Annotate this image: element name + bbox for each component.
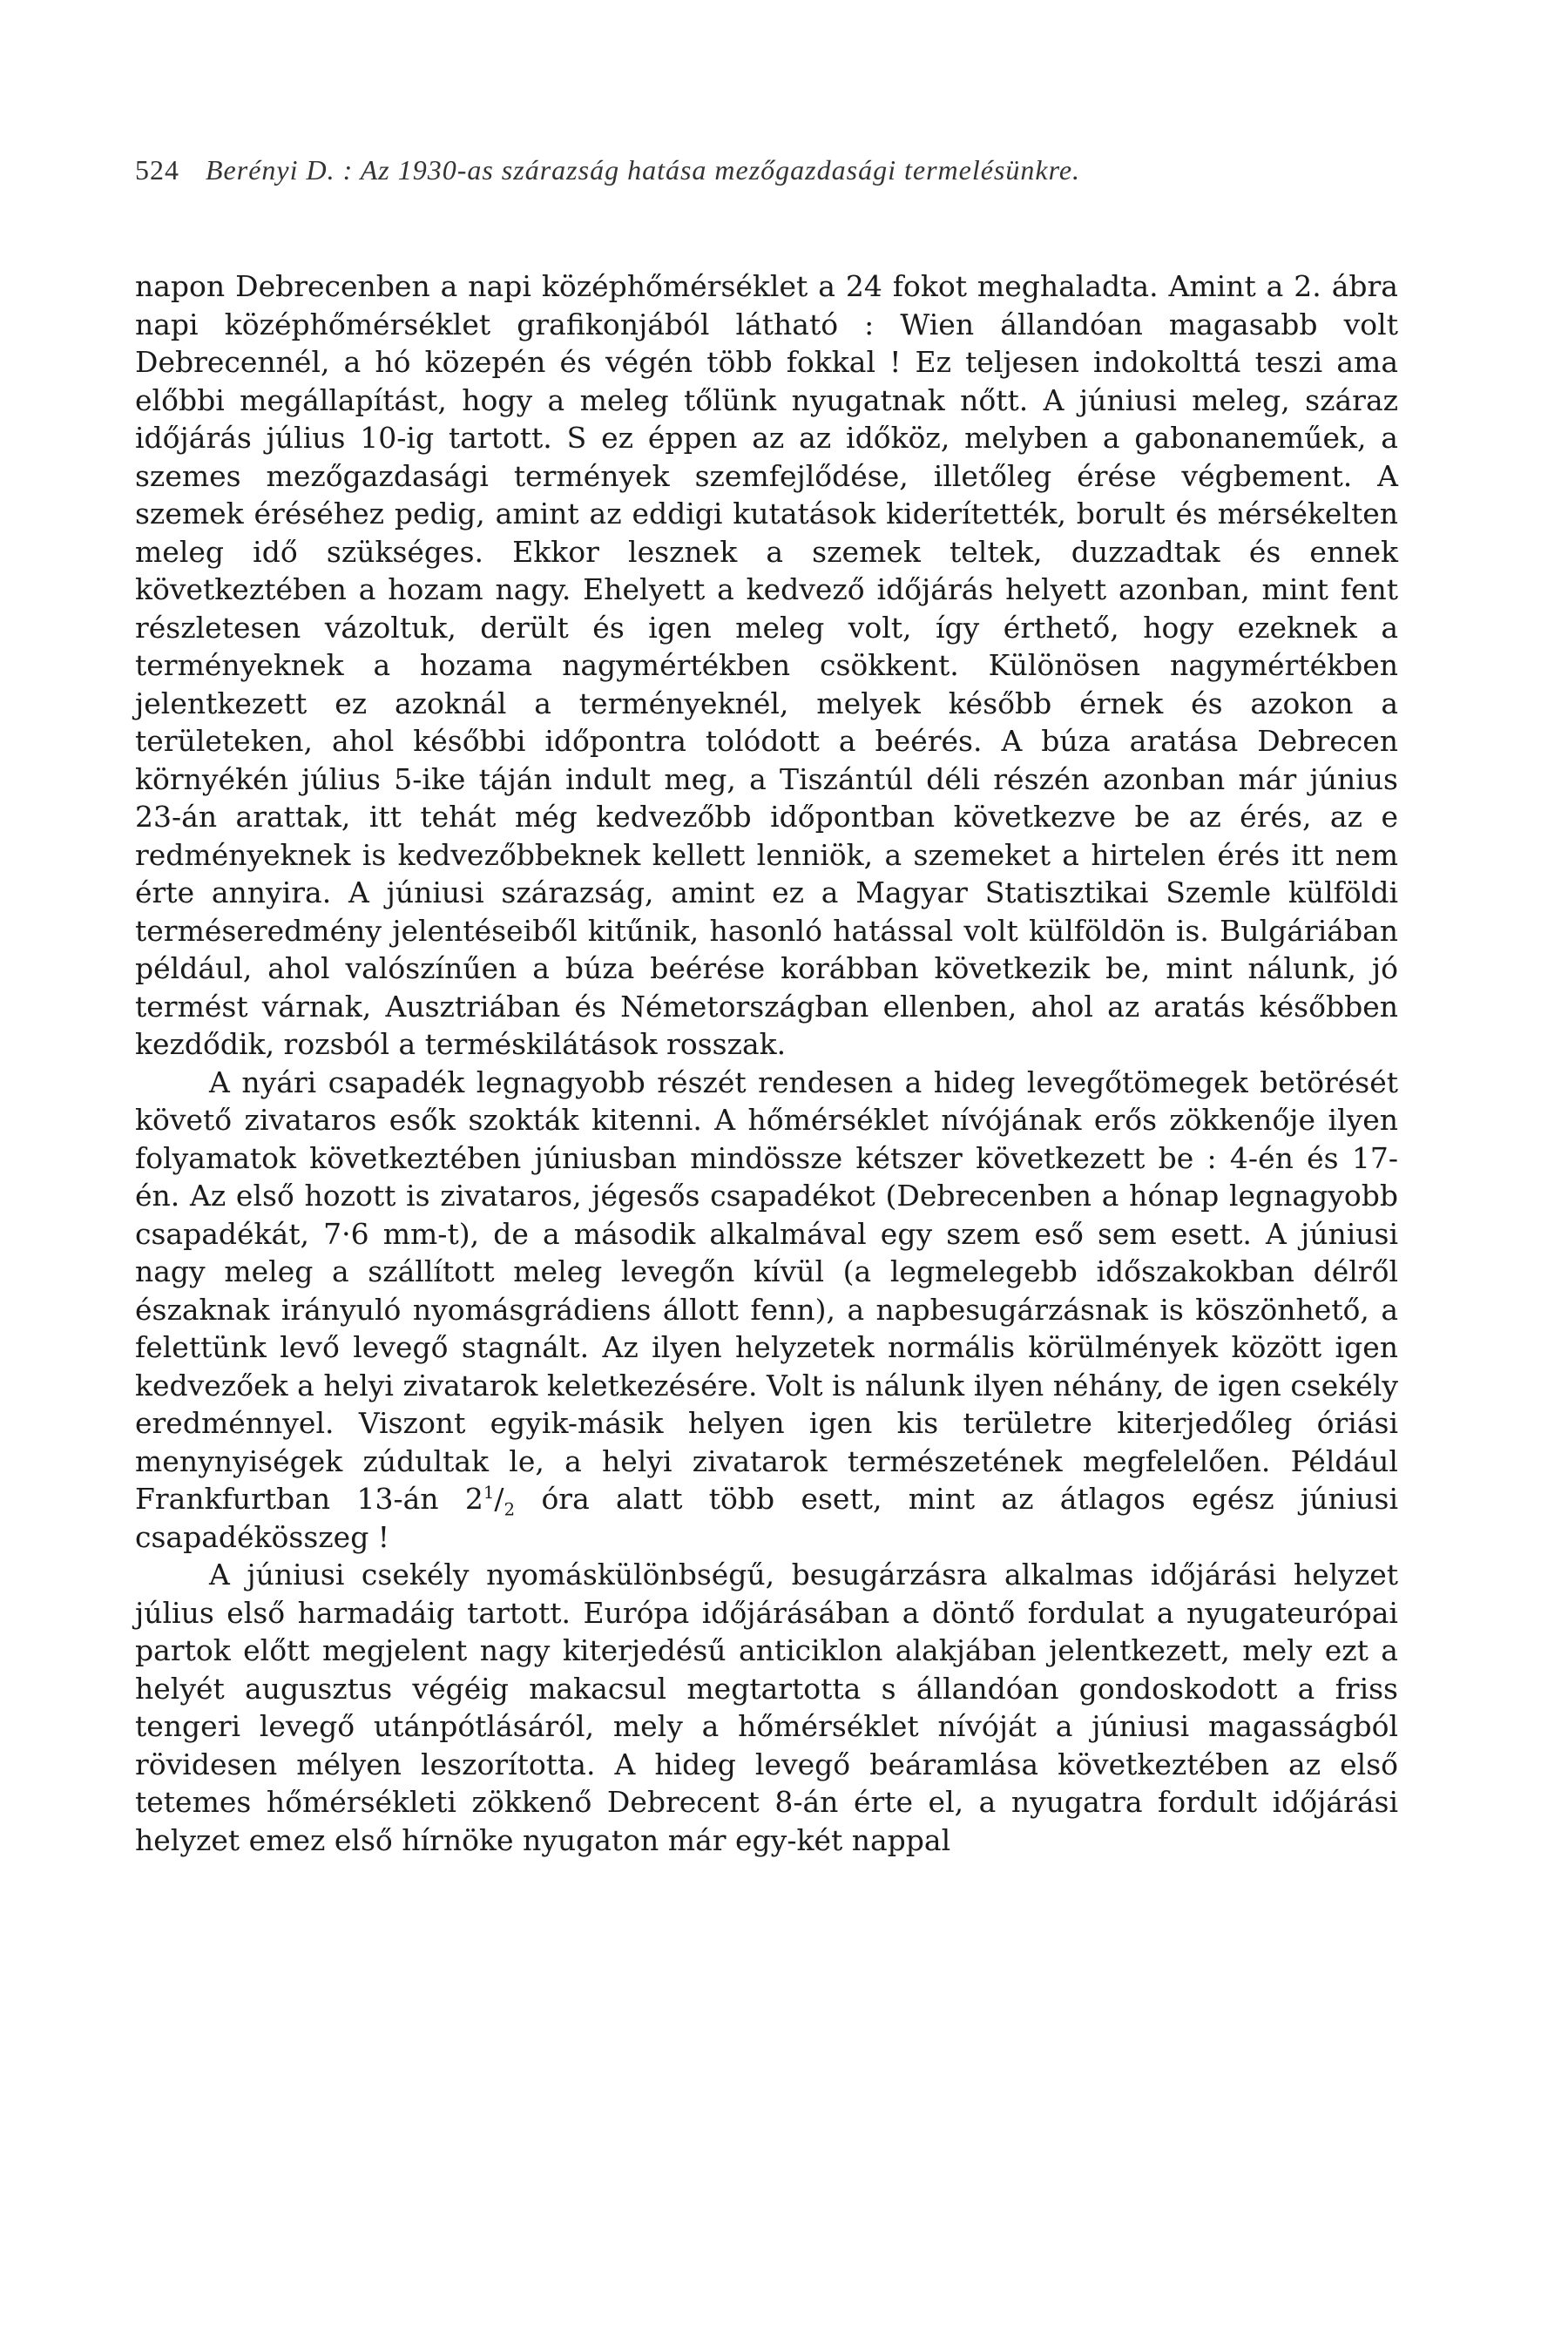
paragraph-2-tail: óra alatt több esett, mint az átlagos egész júniusi csapadékösszeg !	[135, 1482, 1399, 1554]
running-header	[135, 152, 1398, 187]
fraction-numerator: 1	[483, 1483, 495, 1503]
fraction-denominator: 2	[504, 1499, 516, 1520]
body-text	[135, 267, 1398, 1859]
paragraph-2: A nyári csapadék legnagyobb részét rendesen a hideg levegőtömegek betörését követő zivataros esők szokták kitenni. A hőmérséklet nívójának erős zökkenője ilyen folyamatok következtében júniusban mindössze kétszer következett be : 4-én és 17-én. Az első hozott is zivataros, jégesős csapadékot (Debrecenben a hónap legnagyobb csapadékát, 7·6 mm-t), de a második alkalmával egy szem eső sem esett. A júniusi nagy meleg a szállított meleg levegőn kívül (a legmelegebb időszakokban délről északnak irányuló nyomásgrádiens állott fenn), a napbesugárzásnak is köszönhető, a felettünk levő levegő stagnált. Az ilyen helyzetek normális körülmények között igen kedvezőek a helyi zivatarok keletkezésére. Volt is nálunk ilyen néhány, de igen csekély eredménnyel. Viszont egyik-másik helyen igen kis területre kiterjedőleg óriási menynyiségek zúdultak le, a helyi zivatarok természetének megfelelően. Például Frankfurtban 13-án $2^1/_2$ óra alatt több esett, mint az átlagos egész júniusi csapadékösszeg !	[135, 1064, 1399, 1554]
document-page	[135, 152, 1398, 1859]
running-title: Berényi D. : Az 1930-as szárazság hatása mezőgazdasági termelésünkre.	[206, 154, 1081, 186]
paragraph-1: napon Debrecenben a napi középhőmérséklet a 24 fokot meghaladta. Amint a 2. ábra napi középhőmérséklet grafikonjából látható : Wien állandóan magasabb volt Debrecennél, a hó közepén és végén több fokkal ! Ez teljesen indokolttá teszi ama előbbi megállapítást, hogy a meleg tőlünk nyugatnak nőtt. A júniusi meleg, száraz időjárás július 10-ig tartott. S ez éppen az az időköz, melyben a gabonaneműek, a szemes mezőgazdasági termények szemfejlődése, illetőleg érése végbement. A szemek éréséhez pedig, amint az eddigi kutatások kiderítették, borult és mérsékelten meleg idő szükséges. Ekkor lesznek a szemek teltek, duzzadtak és ennek következtében a hozam nagy. Ehelyett a kedvező időjárás helyett azonban, mint fent részletesen vázoltuk, derült és igen meleg volt, így érthető, hogy ezeknek a terményeknek a hozama nagymértékben csökkent. Különösen nagymértékben jelentkezett ez azoknál a terményeknél, melyek később érnek és azokon a területeken, ahol későbbi időpontra tolódott a beérés. A búza aratása Debrecen környékén július 5-ike táján indult meg, a Tiszántúl déli részén azonban már június 23-án arattak, itt tehát még kedvezőbb időpontban következve be az érés, az e redményeknek is kedvezőbbeknek kellett lenniök, a szemeket a hirtelen érés itt nem érte annyira. A júniusi szárazság, amint ez a Magyar Statisztikai Szemle külföldi terméseredmény jelentéseiből kitűnik, hasonló hatással volt külföldön is. Bulgáriában például, ahol valószínűen a búza beérése korábban következik be, mint nálunk, jó termést várnak, Ausztriában és Németországban ellenben, ahol az aratás későbben kezdődik, rozsból a terméskilátások rosszak.	[135, 269, 1398, 1061]
paragraph-3: A júniusi csekély nyomáskülönbségű, besugárzásra alkalmas időjárási helyzet július első harmadáig tartott. Európa időjárásában a döntő fordulat a nyugateurópai partok előtt megjelent nagy kiterjedésű anticiklon alakjában jelentkezett, mely ezt a helyét augusztus végéig makacsul megtartotta s állandóan gondoskodott a friss tengeri levegő utánpótlásáról, mely a hőmérséklet nívóját a júniusi magasságból rövidesen mélyen leszorította. A hideg levegő beáramlása következtében az első tetemes hőmérsékleti zökkenő Debrecent 8-án érte el, a nyugatra fordult időjárási helyzet emez első hírnöke nyugaton már egy-két nappal	[135, 1558, 1398, 1857]
paragraph-2-text: A nyári csapadék legnagyobb részét rendesen a hideg levegőtömegek betörését követő zivataros esők szokták kitenni. A hőmérséklet nívójának erős zökkenője ilyen folyamatok következtében júniusban mindössze kétszer következett be : 4-én és 17-én. Az első hozott is zivataros, jégesős csapadékot (Debrecenben a hónap legnagyobb csapadékát, 7·6 mm-t), de a második alkalmával egy szem eső sem esett. A júniusi nagy meleg a szállított meleg levegőn kívül (a legmelegebb időszakokban délről északnak irányuló nyomásgrádiens állott fenn), a napbesugárzásnak is köszönhető, a felettünk levő levegő stagnált. Az ilyen helyzetek normális körülmények között igen kedvezőek a helyi zivatarok keletkezésére. Volt is nálunk ilyen néhány, de igen csekély eredménnyel. Viszont egyik-másik helyen igen kis területre kiterjedőleg óriási menynyiségek zúdultak le, a helyi zivatarok természetének megfelelően. Például Frankfurtban 13-án 2	[135, 1064, 1398, 1516]
page-number: 524	[135, 154, 179, 186]
